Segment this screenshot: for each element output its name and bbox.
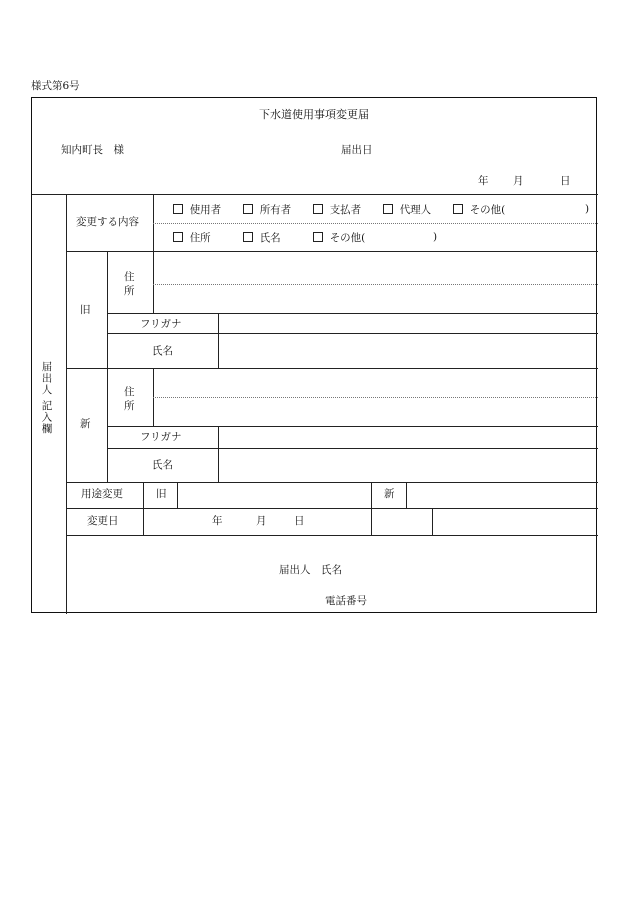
new-address-dotted[interactable]	[153, 397, 598, 398]
applicant-name-label: 届出人 氏名	[279, 564, 342, 576]
usage-old-label: 旧	[156, 488, 167, 500]
new-section-label: 新	[80, 418, 91, 430]
change-date-label: 変更日	[87, 515, 119, 527]
applicant-phone-label: 電話番号	[325, 595, 367, 607]
checkbox-icon[interactable]	[383, 204, 393, 214]
old-name-divider	[218, 313, 219, 368]
change-content-bottom	[66, 251, 598, 252]
new-section-divider	[107, 368, 108, 482]
change-date-year: 年	[212, 515, 223, 527]
new-name-divider	[218, 426, 219, 482]
side-column-divider	[66, 194, 67, 614]
option-user[interactable]: 使用者	[173, 204, 221, 216]
change-content-label: 変更する内容	[76, 216, 139, 228]
checkbox-icon[interactable]	[313, 232, 323, 242]
option-address[interactable]: 住所	[173, 232, 211, 244]
submission-month: 月	[513, 175, 524, 187]
change-date-month: 月	[256, 515, 267, 527]
change-date-day: 日	[294, 515, 305, 527]
old-address-label: 住 所	[124, 271, 135, 297]
submission-date-label: 届出日	[341, 144, 373, 156]
option-other-1[interactable]: その他(	[453, 204, 505, 216]
new-name-label: 氏名	[152, 459, 173, 471]
addressee: 知内町長 様	[61, 144, 124, 156]
form-number: 様式第6号	[31, 80, 80, 92]
change-date-divider	[432, 508, 433, 535]
new-address-label: 住 所	[124, 386, 135, 412]
submission-year: 年	[478, 175, 489, 187]
usage-new-label: 新	[384, 488, 395, 500]
new-furigana-bottom	[107, 448, 598, 449]
usage-new-divider	[406, 482, 407, 508]
usage-change-bottom	[66, 508, 598, 509]
new-section-bottom	[66, 482, 598, 483]
old-name-label: 氏名	[152, 345, 173, 357]
form-title: 下水道使用事項変更届	[259, 108, 369, 121]
checkbox-icon[interactable]	[453, 204, 463, 214]
header-divider	[32, 194, 598, 195]
option-owner[interactable]: 所有者	[243, 204, 291, 216]
checkbox-icon[interactable]	[173, 232, 183, 242]
old-furigana-label: フリガナ	[140, 318, 182, 330]
usage-change-label: 用途変更	[81, 488, 123, 500]
old-address-divider	[153, 251, 154, 313]
checkbox-icon[interactable]	[313, 204, 323, 214]
option-payer[interactable]: 支払者	[313, 204, 361, 216]
side-label: 届出人 記入欄	[40, 361, 53, 435]
change-date-bottom	[66, 535, 598, 536]
old-address-dotted[interactable]	[153, 284, 598, 285]
change-content-dotted	[153, 223, 598, 224]
checkbox-icon[interactable]	[243, 232, 253, 242]
checkbox-icon[interactable]	[243, 204, 253, 214]
submission-day: 日	[560, 175, 571, 187]
new-furigana-label: フリガナ	[140, 431, 182, 443]
option-other-2[interactable]: その他(	[313, 232, 365, 244]
checkbox-icon[interactable]	[173, 204, 183, 214]
sewer-change-form	[31, 97, 597, 613]
old-section-label: 旧	[80, 304, 91, 316]
option-other-1-close: )	[585, 203, 590, 215]
usage-old-divider	[177, 482, 178, 508]
new-address-bottom	[107, 426, 598, 427]
old-section-bottom	[66, 368, 598, 369]
old-section-divider	[107, 251, 108, 368]
old-furigana-bottom	[107, 333, 598, 334]
option-other-2-close: )	[433, 231, 438, 243]
option-agent[interactable]: 代理人	[383, 204, 431, 216]
old-address-bottom	[107, 313, 598, 314]
option-name[interactable]: 氏名	[243, 232, 281, 244]
